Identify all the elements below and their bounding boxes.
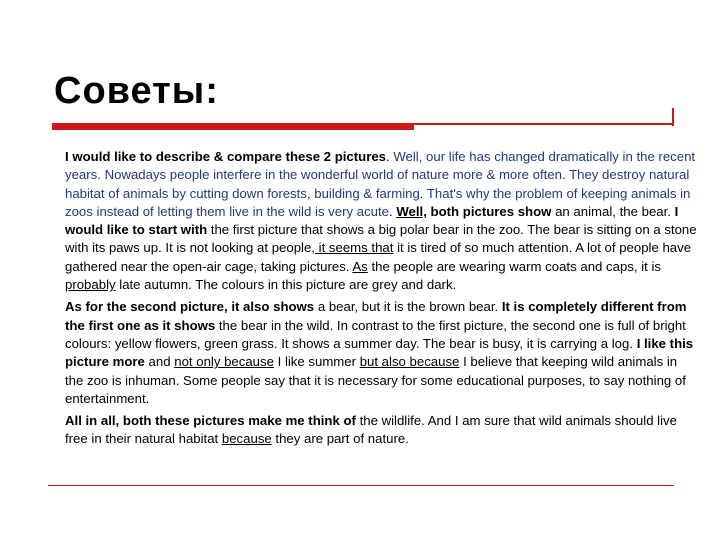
title-accent-bar [52, 123, 414, 130]
text-run: the people are wearing warm coats and caps, it is [367, 258, 661, 274]
text-run: it is tired of so much attention. A lot of people have gathered near the open-air cage, taking pictures. [65, 240, 692, 274]
text-run: . [386, 149, 394, 164]
text-run: I like this picture more [65, 335, 694, 370]
text-run: an animal, the bear. [551, 203, 675, 219]
paragraph-intro [65, 148, 699, 294]
text-run: and [144, 354, 175, 370]
text-run: I would like to start with [65, 203, 679, 238]
slide-title: Советы: [54, 70, 219, 112]
text-run: Well, our life has changed dramatically in the recent years. Nowadays people interfere in the wonderful world of nature more & more often. They destroy natural habitat of animals by cutting down forests, building & farming. That's why the problem of keeping animals in zoos instead of letting them live in the wild is very acute [65, 149, 696, 219]
text-run: both pictures show [426, 203, 552, 219]
text-run: All in all, both these pictures make me think of [65, 413, 356, 429]
text-run: . [389, 203, 397, 219]
paragraph-conclusion [65, 412, 699, 449]
text-run: not only because [174, 354, 274, 370]
text-run: I like summer [273, 354, 360, 370]
text-run: the bear in the wild. In contrast to the first picture, the second one is full of bright colours: yellow flowers, green grass. It shows a summer day. The bear is busy, it is carrying a log. [65, 317, 686, 351]
text-run: they are part of nature. [271, 431, 409, 447]
text-run: As for the second picture, it also shows [65, 299, 315, 315]
text-run: a bear, but it is the brown bear. [314, 299, 502, 315]
text-run: It is completely different from the first one as it shows [65, 299, 687, 333]
text-run: probably [65, 277, 116, 293]
text-run: I believe that keeping wild animals in the zoo is inhuman. Some people say that it is necessary for some educational purposes, to say nothing of entertainment. [65, 354, 686, 406]
text-run: but also because [359, 354, 460, 370]
text-run: I would like to describe & compare these 2 pictures [65, 149, 386, 164]
text-run: because [221, 431, 272, 447]
text-run: late autumn. The colours in this picture are grey and dark. [115, 277, 457, 293]
title-rule-end-mark [672, 108, 674, 126]
text-run: it seems that [314, 240, 394, 256]
text-run: As [352, 258, 368, 274]
text-run: Well, [396, 203, 427, 219]
paragraph-second-picture [65, 298, 699, 408]
text-run: the wildlife. And I am sure that wild animals should live free in their natural habitat [65, 413, 677, 447]
slide-body [65, 148, 699, 453]
text-run: the first picture that shows a big polar bear in the zoo. The bear is sitting on a stone with its paws up. It is not looking at people, [65, 222, 697, 256]
footer-rule [48, 485, 674, 486]
